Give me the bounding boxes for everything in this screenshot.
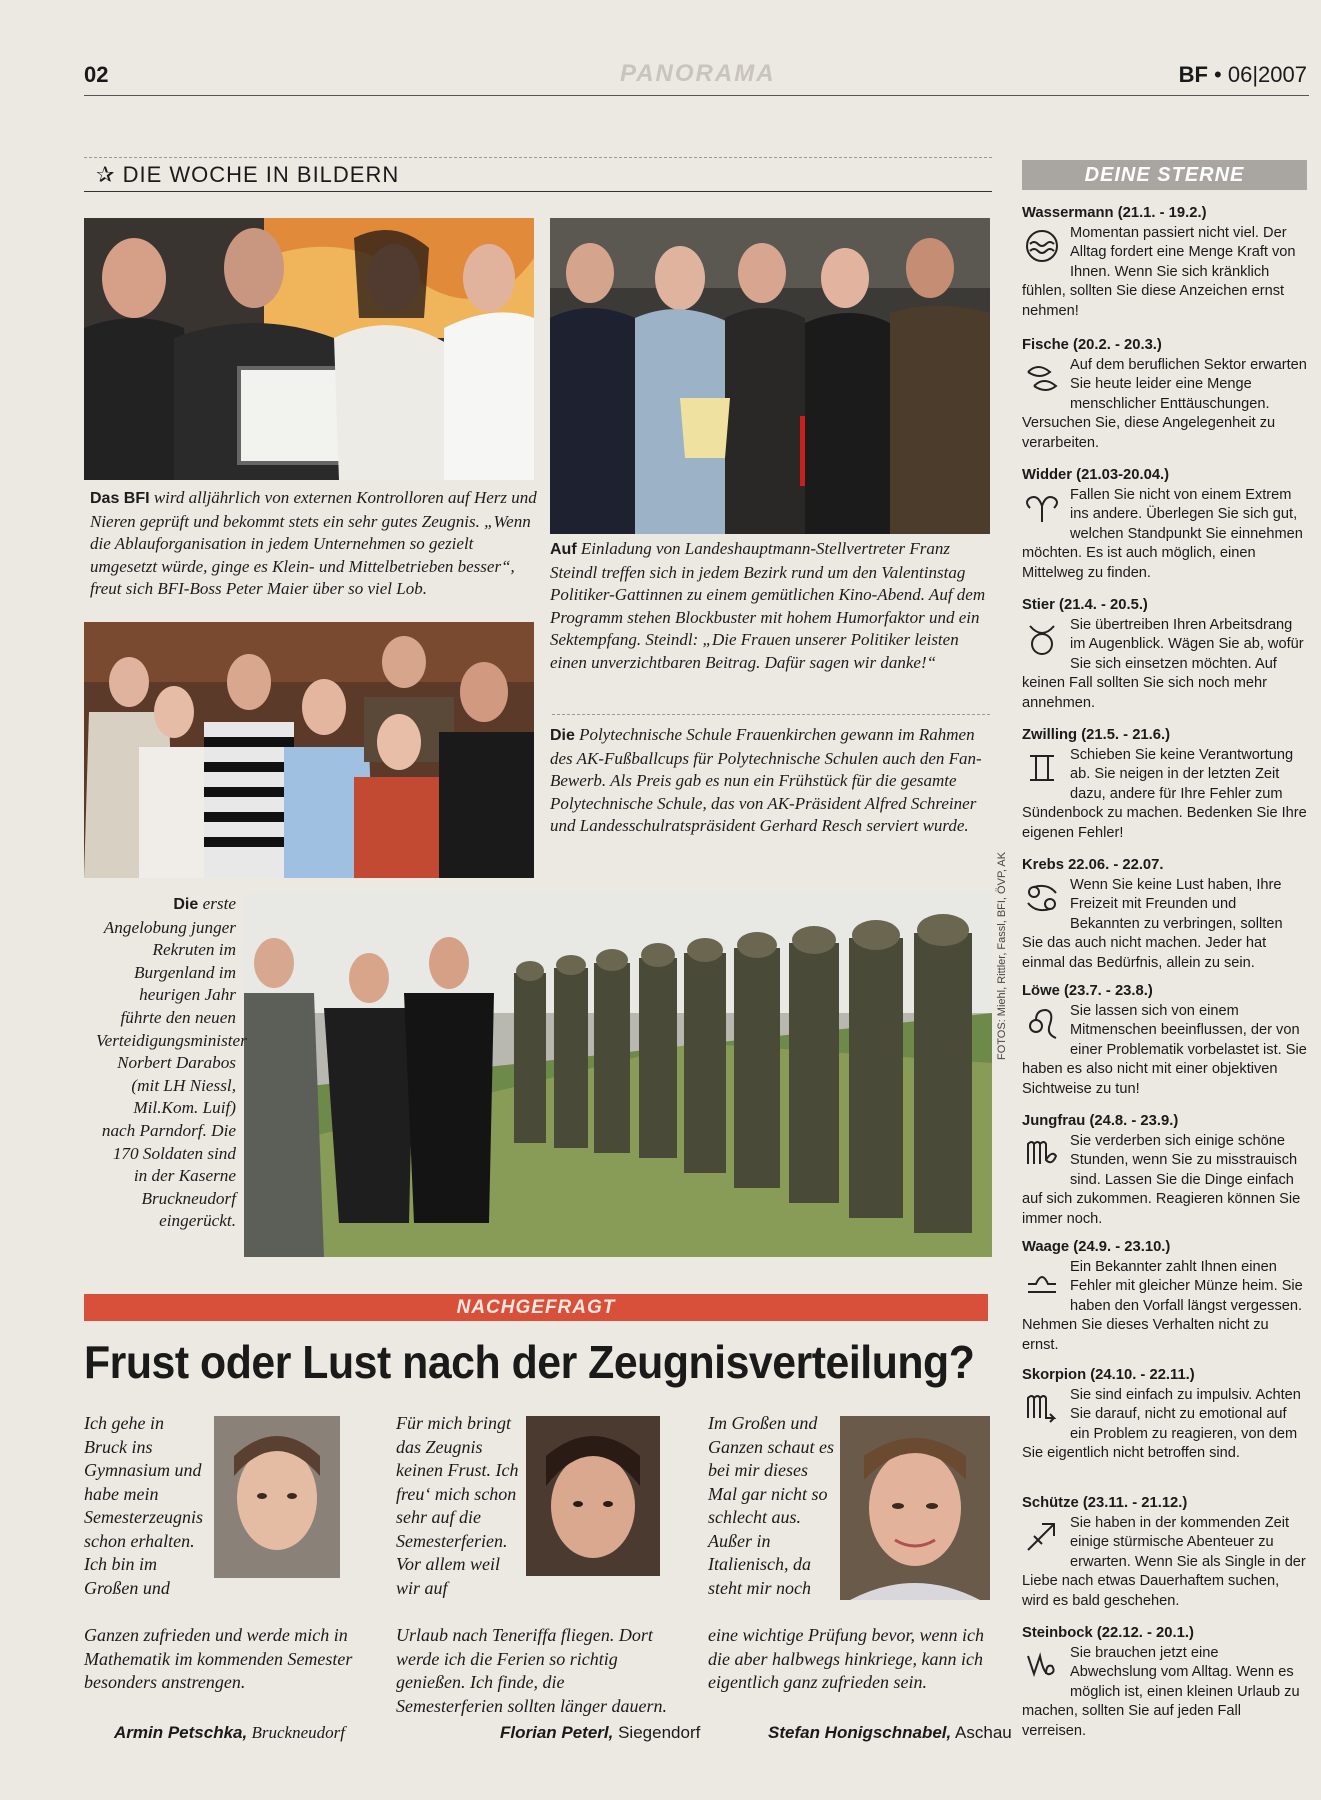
poly-caption-lead: Die [550,727,575,744]
angelobung-photo [244,893,992,1257]
woche-heading [96,162,399,188]
poly-caption [550,724,990,838]
sign-text: Sie brauchen jetzt eine Abwechslung vom Alltag. Wenn es möglich ist, einen kleinen Urlaub zu machen, sollten Sie auf jeden Fall verreisen. [1022,1644,1300,1739]
sign-text: Ein Bekannter zahlt Ihnen einen Fehler mit gleicher Münze heim. Sie haben den Vorfall längst vergessen. Nehmen Sie dieses Verhalten nicht zu ernst. [1022,1258,1303,1353]
sign-text: Fallen Sie nicht von einem Extrem ins andere. Überlegen Sie sich gut, welchen Standpunkt Sie einnehmen möchten. Es ist auch möglich, einen Mittelweg zu finden. [1022,486,1303,581]
sign-name: Widder [1022,467,1073,483]
gemini-icon [1022,748,1064,788]
person-name: Stefan Honigschnabel, [768,1723,952,1742]
sign-dates: (20.2. - 20.3.) [1073,337,1162,353]
horoscope-entry [1022,726,1307,843]
sign-name: Jungfrau [1022,1113,1086,1129]
horoscope-entry [1022,982,1307,1099]
sign-dates: (24.10. - 22.11.) [1090,1367,1195,1383]
horoscope-entry [1022,1238,1307,1355]
horoscope-entry [1022,856,1307,973]
nachgefragt-headline: Frust oder Lust nach der Zeugnisverteilung? [84,1336,975,1388]
aquarius-icon [1022,226,1064,266]
paper-issue [1179,62,1307,88]
quote-armin-name [114,1723,345,1743]
sign-text: Sie haben in der kommenden Zeit einige stürmische Abenteuer zu erwarten. Wenn Sie als Single in der Liebe nach etwas Dauerhaftem suchen, wird es bald geschehen. [1022,1514,1306,1609]
person-name: Florian Peterl, [500,1723,614,1742]
quote-florian-top: Für mich bringt das Zeugnis keinen Frust. Ich freu‘ mich schon sehr auf die Semesterferien. Vor allem weil wir auf [396,1413,519,1598]
poly-photo [84,622,534,878]
woche-dashed-rule [84,157,992,158]
aries-icon [1022,488,1064,528]
cancer-icon [1022,878,1064,918]
caption-divider [552,714,990,715]
sign-name: Zwilling [1022,727,1078,743]
woche-rule [84,191,992,192]
paper-brand: BF [1178,62,1208,87]
quote-armin-top: Ich gehe in Bruck ins Gymnasium und habe mein Semesterzeugnis schon erhalten. Ich bin im Großen und [84,1413,203,1598]
star-icon: ✰ [96,162,116,187]
sign-text: Sie verderben sich einige schöne Stunden, wenn Sie zu misstrauisch sind. Lassen Sie die Dinge einfach auf sich zukommen. Reagieren können Sie immer noch. [1022,1132,1301,1227]
sign-text: Momentan passiert nicht viel. Der Alltag fordert eine Menge Kraft von Ihnen. Wenn Sie sich kränklich fühlen, sollten Sie diese Anzeichen ernst nehmen! [1022,224,1296,319]
sign-name: Waage [1022,1239,1070,1255]
sign-name: Skorpion [1022,1367,1087,1383]
angelobung-caption [96,893,247,1233]
person-place: Bruckneudorf [247,1723,345,1742]
sign-name: Stier [1022,597,1055,613]
leo-icon [1022,1004,1064,1044]
quote-florian-name [500,1723,700,1743]
angelobung-caption-text: erste Angelobung junger Rekruten im Burgenland im heurigen Jahr führte den neuen Verteidigungsminister Norbert Darabos (mit LH Niessl, Mil.Kom. Luif) nach Parndorf. Die 170 Soldaten sind in der Kaserne Bruckneudorf eingerückt. [96,894,247,1231]
quote-stefan-top: Im Großen und Ganzen schaut es bei mir dieses Mal gar nicht so schlecht aus. Außer in Italienisch, da steht mir noch [708,1413,834,1598]
horoscope-entry [1022,1112,1307,1229]
person-name: Armin Petschka, [114,1723,248,1742]
sign-text: Schieben Sie keine Verantwortung ab. Sie neigen in der letzten Zeit dazu, andere für Ihre Fehler zum Sündenbock zu machen. Bedenken Sie Ihre eigenen Fehler! [1022,746,1307,841]
sign-name: Steinbock [1022,1625,1093,1641]
sagittarius-icon [1022,1516,1064,1556]
sign-dates: (23.11. - 21.12.) [1082,1495,1188,1511]
nachgefragt-label: NACHGEFRAGT [456,1297,616,1318]
bullet-separator: • [1214,62,1222,87]
sign-name: Löwe [1022,983,1060,999]
sign-text: Sie übertreiben Ihren Arbeitsdrang im Augenblick. Wägen Sie ab, wofür Sie sich einsetzen möchten. Auf keinen Fall sollten Sie sich noch mehr annehmen. [1022,616,1304,711]
sign-name: Schütze [1022,1495,1079,1511]
quote-florian-bottom: Urlaub nach Teneriffa fliegen. Dort werde ich die Ferien so richtig genießen. Ich finde, die Semesterferien sollten länger dauern. [396,1625,667,1716]
sign-dates: (21.5. - 21.6.) [1081,727,1171,743]
sign-dates: (21.1. - 19.2.) [1117,205,1207,221]
kino-caption-lead: Auf [550,541,577,558]
sign-text: Sie sind einfach zu impulsiv. Achten Sie darauf, nicht zu emotional auf ein Problem zu reagieren, von dem Sie eigentlich nicht betroffen sind. [1022,1386,1301,1461]
sign-text: Auf dem beruflichen Sektor erwarten Sie heute leider eine Menge menschlicher Enttäuschungen. Versuchen Sie, diese Angelegenheit zu verarbeiten. [1022,356,1307,451]
person-place: Siegendorf [613,1723,701,1742]
horoscope-entry [1022,336,1307,453]
kino-photo [550,218,990,534]
issue-number: 06|2007 [1227,62,1307,87]
bfi-caption-lead: Das BFI [90,490,150,507]
sign-dates: (21.4. - 20.5.) [1059,597,1148,613]
horoscope-entry [1022,466,1307,583]
person-place: Aschau [951,1723,1012,1742]
quote-stefan-bottom: eine wichtige Prüfung bevor, wenn ich die aber halbwegs hinkriege, kann ich eigentlich ganz zufrieden sein. [708,1625,984,1692]
horoscope-title: DEINE STERNE [1084,164,1245,186]
pisces-icon [1022,358,1064,398]
portrait-stefan [840,1416,990,1600]
header-rule [84,95,1309,96]
virgo-icon [1022,1134,1064,1174]
horoscope-entry [1022,1366,1307,1464]
horoscope-entry [1022,204,1307,321]
photo-credit: FOTOS: Miehl, Rittler, Fassl, BFI, ÖVP, AK [996,851,1008,1060]
kino-caption [550,538,990,674]
sign-dates: (23.7. - 23.8.) [1063,983,1153,999]
sign-text: Sie lassen sich von einem Mitmenschen beeinflussen, der von einer Problematik vorbelastet ist. Sie haben es also nicht mit einer objektiven Sichtweise zu tun! [1022,1002,1307,1097]
taurus-icon [1022,618,1064,658]
quote-armin-bottom: Ganzen zufrieden und werde mich in Mathematik im kommenden Semester besonders anstrengen. [84,1625,353,1692]
libra-icon [1022,1260,1064,1300]
bfi-caption [90,487,538,601]
sign-name: Fische [1022,337,1069,353]
sign-dates: (24.8. - 23.9.) [1089,1113,1179,1129]
sign-name: Krebs [1022,857,1064,873]
woche-title: DIE WOCHE IN BILDERN [122,162,400,187]
sign-dates: (21.03-20.04.) [1076,467,1170,483]
horoscope-entry [1022,1624,1307,1741]
sign-dates: (24.9. - 23.10.) [1073,1239,1171,1255]
sign-text: Wenn Sie keine Lust haben, Ihre Freizeit mit Freunden und Bekannten zu verbringen, sollten Sie das auch nicht machen. Jeder hat einmal das Bedürfnis, allein zu sein. [1022,876,1283,971]
page-number: 02 [84,62,109,87]
poly-caption-text: Polytechnische Schule Frauenkirchen gewann im Rahmen des AK-Fußballcups für Polytechnische Schulen auch den Fan-Bewerb. Als Preis gab es nun ein Frühstück für die gesamte Polytechnische Schule, das von AK-Präsident Alfred Schreiner und Landesschulratspräsident Gerhard Resch serviert wurde. [550,725,982,835]
kino-caption-text: Einladung von Landeshauptmann-Stellvertreter Franz Steindl treffen sich in jedem Bezirk rund um den Valentinstag Politiker-Gattinnen zu einem gemütlichen Kino-Abend. Auf dem Programm stehen Blockbuster mit hohem Humorfaktor und ein Sektempfang. Steindl: „Die Frauen unserer Politiker leisten einen unverzichtbaren Beitrag. Dafür sagen wir danke!“ [550,539,986,672]
scorpio-icon [1022,1388,1064,1428]
sign-dates: (22.12. - 20.1.) [1096,1625,1194,1641]
quote-stefan-name [768,1723,1012,1743]
horoscope-entry [1022,1494,1307,1611]
capricorn-icon [1022,1646,1064,1686]
angelobung-caption-lead: Die [173,896,199,913]
portrait-florian [526,1416,660,1576]
portrait-armin [214,1416,340,1578]
bfi-caption-text: wird alljährlich von externen Kontrolloren auf Herz und Nieren geprüft und bekommt stets ein sehr gutes Zeugnis. „Wenn die Ablauforganisation in jedem Unternehmen so gezielt umgesetzt würde, ginge es Klein- und Mittelbetrieben besser“, freut sich BFI-Boss Peter Maier über so viel Lob. [90,488,537,598]
horoscope-entry [1022,596,1307,713]
bfi-photo [84,218,534,480]
sign-dates: 22.06. - 22.07. [1068,857,1164,873]
sign-name: Wassermann [1022,205,1114,221]
section-title: PANORAMA [620,60,776,87]
